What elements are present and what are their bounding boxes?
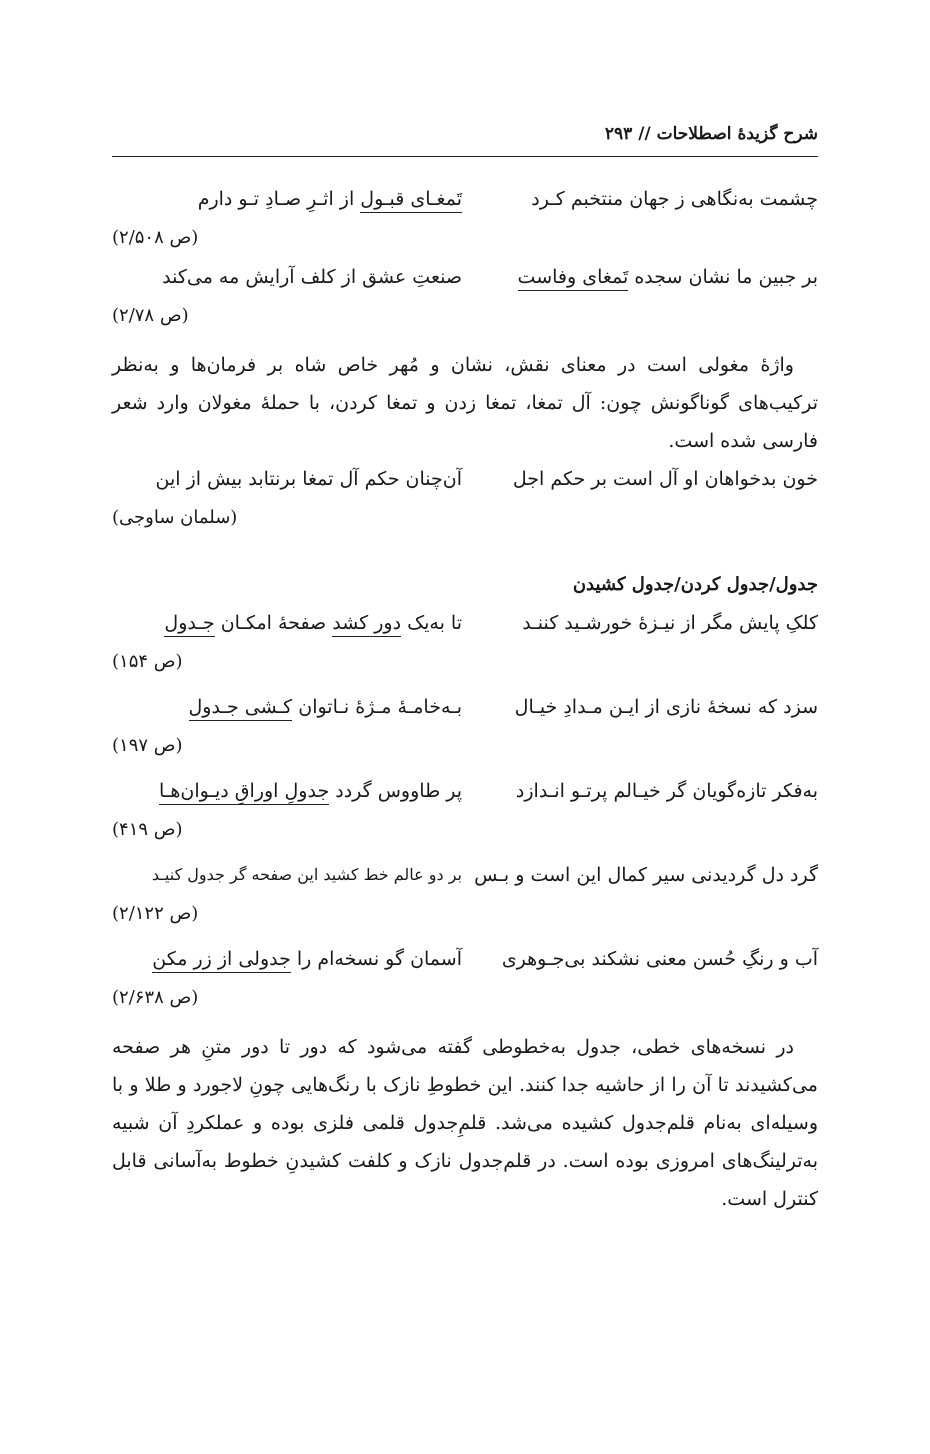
citation-text: (ص ۲/۷۸) <box>112 305 189 326</box>
citation <box>112 642 818 682</box>
paragraph: واژهٔ مغولی است در معنای نقش، نشان و مُهر خاص شاه بر فرمان‌ها و به‌نظر ترکیب‌های گوناگونش چون: آل تمغا، تمغا زدن و تمغا کردن، با حملهٔ مغولان وارد شعر فارسی شده است. <box>112 354 818 452</box>
section-heading: جدول/جدول کردن/جدول کشیدن <box>572 574 818 595</box>
hemistich-second: آن‌چنان حکم آل تمغا برنتابد بیش از این <box>155 468 462 490</box>
hemistich-text: تا به‌یک <box>401 612 462 634</box>
hemistich-second <box>112 940 462 978</box>
page-header <box>112 122 818 157</box>
citation-text: (ص ۲/۵۰۸) <box>112 227 199 248</box>
citation-text: (ص ۴۱۹) <box>112 819 183 840</box>
couplet <box>112 180 818 218</box>
citation-text: (ص ۱۹۷) <box>112 735 183 756</box>
underlined-term: تَمغـای قبـول <box>360 188 462 213</box>
hemistich-text: بـه‌خامـهٔ مـژهٔ نـاتوان <box>292 696 462 718</box>
hemistich-second <box>112 772 462 810</box>
underlined-term: تَمغای وفاست <box>518 266 629 291</box>
hemistich-text: صفحهٔ امکـان <box>214 612 333 634</box>
hemistich-text: بر جبین ما نشان سجده <box>628 266 818 288</box>
citation <box>112 498 818 538</box>
underlined-term: کـشی جـدول <box>189 696 293 721</box>
hemistich-first: کلکِ پایش مگر از نیـزهٔ خورشـید کننـد <box>522 612 818 634</box>
couplet <box>112 688 818 726</box>
underlined-term: جدولِ اوراقِ دیـوان‌هـا <box>159 780 329 805</box>
hemistich-first: خون بدخواهان او آل است بر حکم اجل <box>512 468 818 490</box>
hemistich-first: چشمت به‌نگاهی ز جهان منتخبم کـرد <box>531 188 818 210</box>
hemistich-first: به‌فکر تازه‌گویان گر خیـالم پرتـو انـدازد <box>515 780 818 802</box>
hemistich-first: آب و رنگِ حُسن معنی نشکند بی‌جـوهری <box>501 948 818 970</box>
couplet <box>112 604 818 642</box>
hemistich-first: سزد که نسخهٔ نازی از ایـن مـدادِ خیـال <box>514 696 818 718</box>
citation-text: (ص ۲/۱۲۲) <box>112 903 199 924</box>
hemistich-second: بر دو عالم خط کشید این صفحه گر جدول کنیـد <box>151 865 462 884</box>
hemistich-first: گرد دل گردیدنی سیر کمال این است و بـس <box>474 864 818 886</box>
paragraph: در نسخه‌های خطی، جدول به‌خطوطی گفته می‌شود که دور تا دور متنِ هر صفحه می‌کشیدند تا آن را از حاشیه جدا کنند. این خطوطِ نازک با رنگ‌هایی چونِ لاجورد و طلا و با وسیله‌ای به‌نام قلم‌جدول کشیده می‌شد. قلمِ‌جدول قلمی فلزی بوده و عملکردِ آن شبیه به‌ترلینگ‌های امروزی بوده است. در قلم‌جدول نازک و کلفت کشیدنِ خطوط به‌آسانی قابل کنترل است. <box>112 1036 818 1210</box>
underlined-term: دور کشد <box>332 612 401 637</box>
couplet <box>112 856 818 894</box>
underlined-term: جـدول <box>164 612 214 637</box>
citation-text: (ص ۱۵۴) <box>112 651 183 672</box>
citation <box>112 726 818 766</box>
citation <box>112 810 818 850</box>
hemistich-second <box>112 688 462 726</box>
citation <box>112 218 818 258</box>
hemistich-text: آسمان گو نسخه‌ام را <box>290 948 462 970</box>
hemistich-first <box>478 258 818 296</box>
couplet <box>112 460 818 498</box>
hemistich-second <box>112 180 462 218</box>
couplet <box>112 772 818 810</box>
hemistich-text: از اثـرِ صـادِ تـو دارم <box>197 188 361 210</box>
hemistich-second <box>112 604 462 642</box>
underlined-term: جدولی از زر مکن <box>152 948 291 973</box>
couplet <box>112 258 818 296</box>
couplet <box>112 940 818 978</box>
hemistich-second: صنعتِ عشق از کلف آرایش مه می‌کند <box>162 266 462 288</box>
page-body <box>112 180 818 1218</box>
citation <box>112 894 818 934</box>
citation-text: (ص ۲/۶۳۸) <box>112 987 199 1008</box>
citation-text: (سلمان ساوجی) <box>112 507 238 528</box>
running-head: شرح گزیدهٔ اصطلاحات // ۲۹۳ <box>604 124 818 144</box>
hemistich-text: پر طاووس گردد <box>329 780 462 802</box>
citation <box>112 978 818 1018</box>
citation <box>112 296 818 336</box>
